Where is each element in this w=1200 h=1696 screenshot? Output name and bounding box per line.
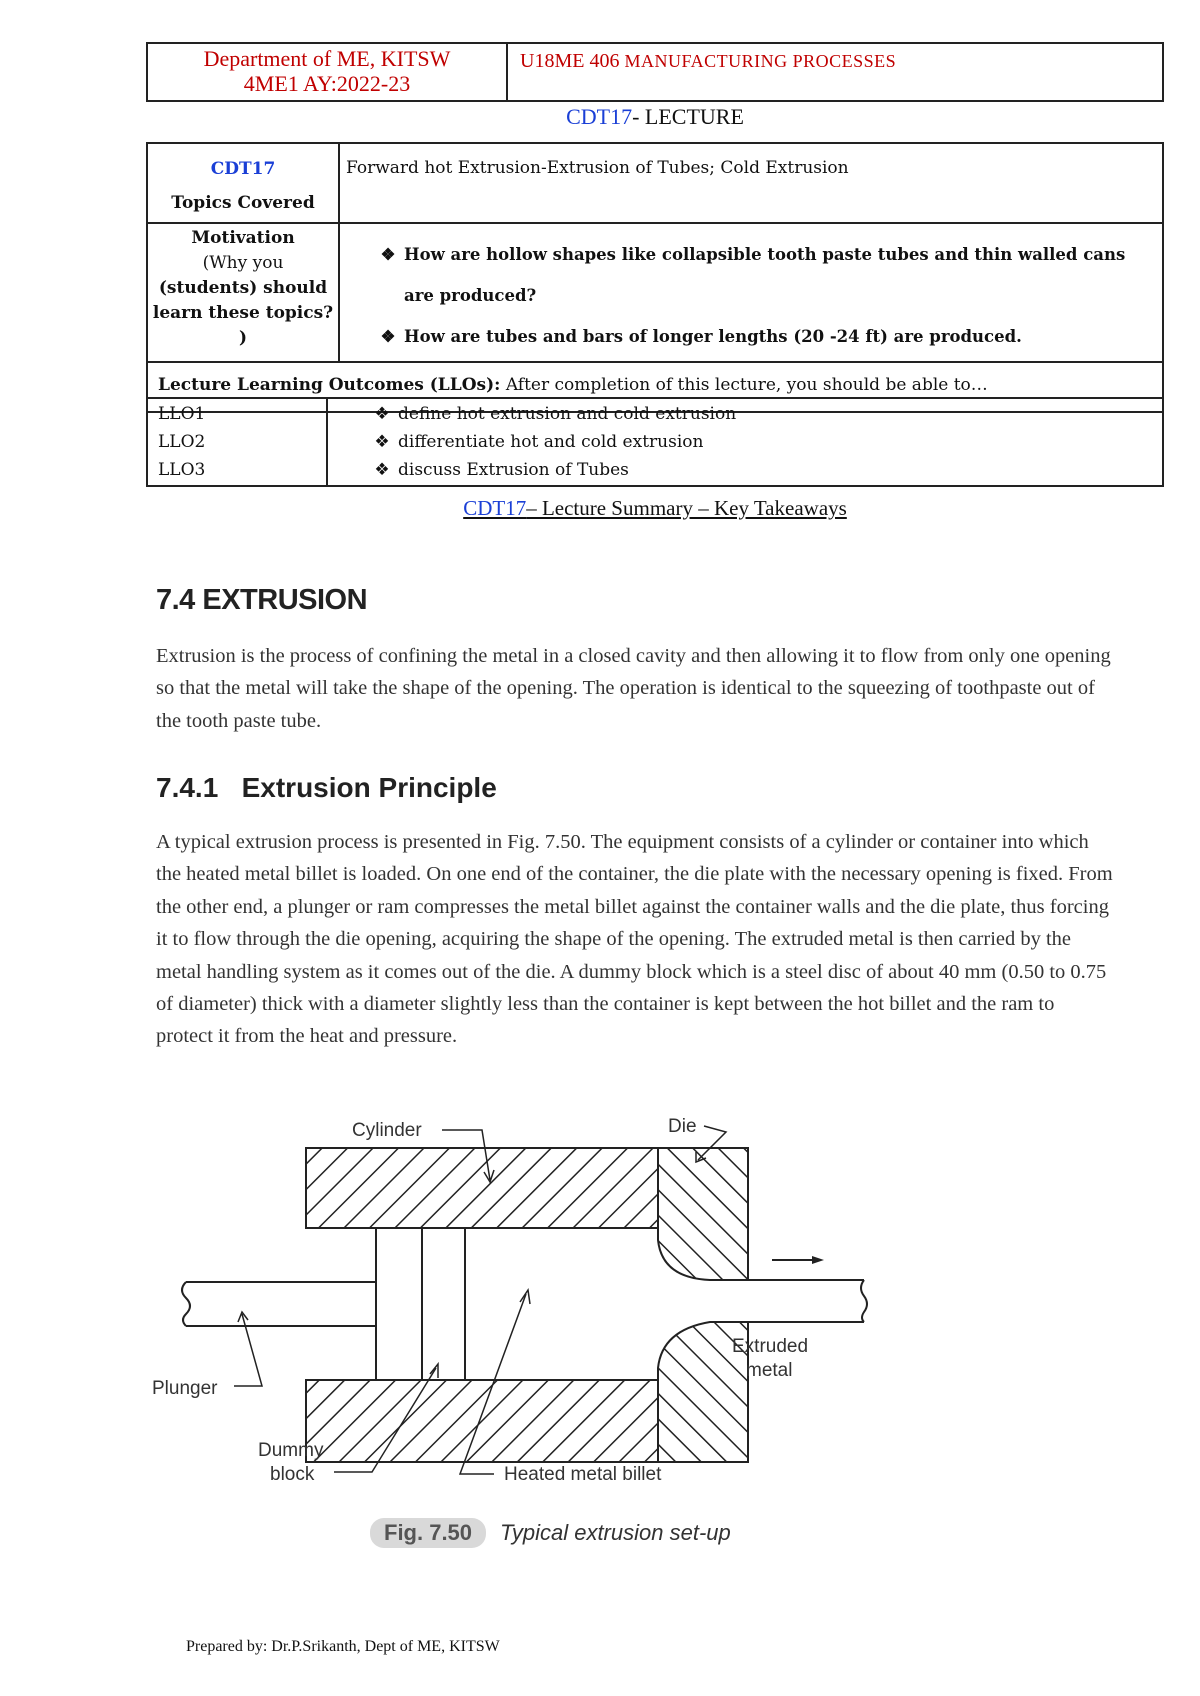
lecture-suffix: - LECTURE	[632, 104, 744, 129]
figure-caption-text: Typical extrusion set-up	[500, 1520, 731, 1545]
motivation-label: Motivation	[191, 228, 295, 248]
lecture-title	[146, 104, 1164, 130]
llo-intro: After completion of this lecture, you should be able to…	[505, 375, 988, 395]
summary-text: – Lecture Summary – Key Takeaways	[526, 496, 847, 520]
llo-item	[366, 456, 1162, 484]
topics-cell	[339, 143, 1163, 223]
course-name: MANUFACTURING PROCESSES	[624, 51, 897, 71]
extruded-metal	[748, 1280, 864, 1322]
bullet-icon: ❖	[374, 460, 390, 480]
label-cylinder: Cylinder	[352, 1120, 422, 1141]
motivation-sub1: (Why you	[202, 253, 284, 273]
plunger-rod	[186, 1282, 376, 1326]
section-heading-7-4: 7.4 EXTRUSION	[156, 584, 368, 616]
llo-texts-cell	[327, 398, 1163, 486]
section-text-7-4: Extrusion is the process of confining the metal in a closed cavity and then allowing it to flow from only one opening so that the metal will take the shape of the opening. The operation is identical to the squeezing of toothpaste out of the tooth paste tube.	[156, 645, 1111, 732]
extrusion-diagram	[150, 1090, 950, 1510]
extrusion-break-icon	[861, 1280, 867, 1322]
llo-text: differentiate hot and cold extrusion	[398, 432, 704, 452]
motivation-label-cell	[147, 223, 339, 362]
label-extruded-line1: Extruded	[732, 1336, 809, 1357]
bullet-icon: ❖	[374, 432, 390, 452]
label-dummy-line1: Dummy	[258, 1440, 324, 1461]
label-extruded-line2: metal	[746, 1360, 793, 1381]
motivation-item-text: How are tubes and bars of longer lengths (20 -24 ft) are produced.	[404, 327, 1022, 346]
section-text-7-4-1: A typical extrusion process is presented in Fig. 7.50. The equipment consists of a cylinder or container into which the heated metal billet is loaded. On one end of the container, the die plate with the necessary opening is fixed. From the other end, a plunger or ram compresses the metal billet against the container walls and the die plate, thus forcing it to flow through the die opening, acquiring the shape of the opening. The extruded metal is then carried by the metal handling system as it comes out of the die. A dummy block which is a steel disc of about 40 mm (0.50 to 0.75 of diameter) thick with a diameter slightly less than the container is kept between the hot billet and the ram to protect it from the heat and pressure.	[156, 831, 1113, 1048]
bullet-icon: ❖	[380, 245, 396, 264]
cylinder-bottom-wall	[306, 1380, 658, 1462]
motivation-sub2: (students) should	[158, 278, 328, 298]
label-die: Die	[668, 1116, 697, 1137]
motivation-item-text: How are hollow shapes like collapsible tooth paste tubes and thin walled cans are produced?	[404, 245, 1126, 305]
flow-arrow-head-icon	[812, 1256, 824, 1264]
topics-label-cell	[147, 143, 339, 223]
figure-caption	[370, 1518, 731, 1548]
llo-text: define hot extrusion and cold extrusion	[398, 404, 737, 424]
die-top	[658, 1148, 748, 1280]
llo-item	[366, 428, 1162, 456]
section-heading-7-4-1: 7.4.1 Extrusion Principle	[156, 772, 497, 803]
topic-code: CDT17	[210, 159, 276, 179]
plunger-break-icon	[182, 1282, 190, 1326]
label-billet: Heated metal billet	[504, 1464, 662, 1485]
llo-id: LLO3	[158, 460, 206, 480]
course-code: U18ME 406	[520, 50, 620, 72]
llo-id: LLO1	[158, 404, 206, 424]
topics-table	[146, 142, 1164, 413]
llo-id: LLO2	[158, 432, 206, 452]
course-block	[508, 44, 1162, 100]
llo-table	[146, 397, 1164, 487]
bullet-icon: ❖	[380, 327, 396, 346]
figure-number: Fig. 7.50	[370, 1518, 486, 1548]
department-name: Department of ME, KITSW	[203, 46, 451, 71]
llo-ids-cell	[147, 398, 327, 486]
motivation-sub3: learn these topics? )	[152, 303, 334, 348]
motivation-item	[372, 234, 1158, 316]
topics-label: Topics Covered	[171, 193, 315, 213]
summary-code: CDT17	[463, 496, 527, 520]
department-block	[148, 44, 508, 100]
motivation-item	[372, 316, 1158, 357]
label-dummy-line2: block	[270, 1464, 315, 1485]
topics-text: Forward hot Extrusion-Extrusion of Tubes; Cold Extrusion	[346, 158, 849, 178]
footer-prepared-by: Prepared by: Dr.P.Srikanth, Dept of ME, KITSW	[186, 1638, 500, 1655]
llo-text: discuss Extrusion of Tubes	[398, 460, 629, 480]
lecture-code: CDT17	[566, 104, 633, 129]
label-plunger: Plunger	[152, 1378, 218, 1399]
llo-item	[366, 400, 1162, 428]
motivation-cell	[339, 223, 1163, 362]
summary-heading	[146, 496, 1164, 521]
academic-year: 4ME1 AY:2022-23	[243, 71, 411, 96]
llo-label: Lecture Learning Outcomes (LLOs):	[158, 375, 501, 395]
document-header	[146, 42, 1164, 102]
bullet-icon: ❖	[374, 404, 390, 424]
cylinder-top-wall	[306, 1148, 658, 1228]
